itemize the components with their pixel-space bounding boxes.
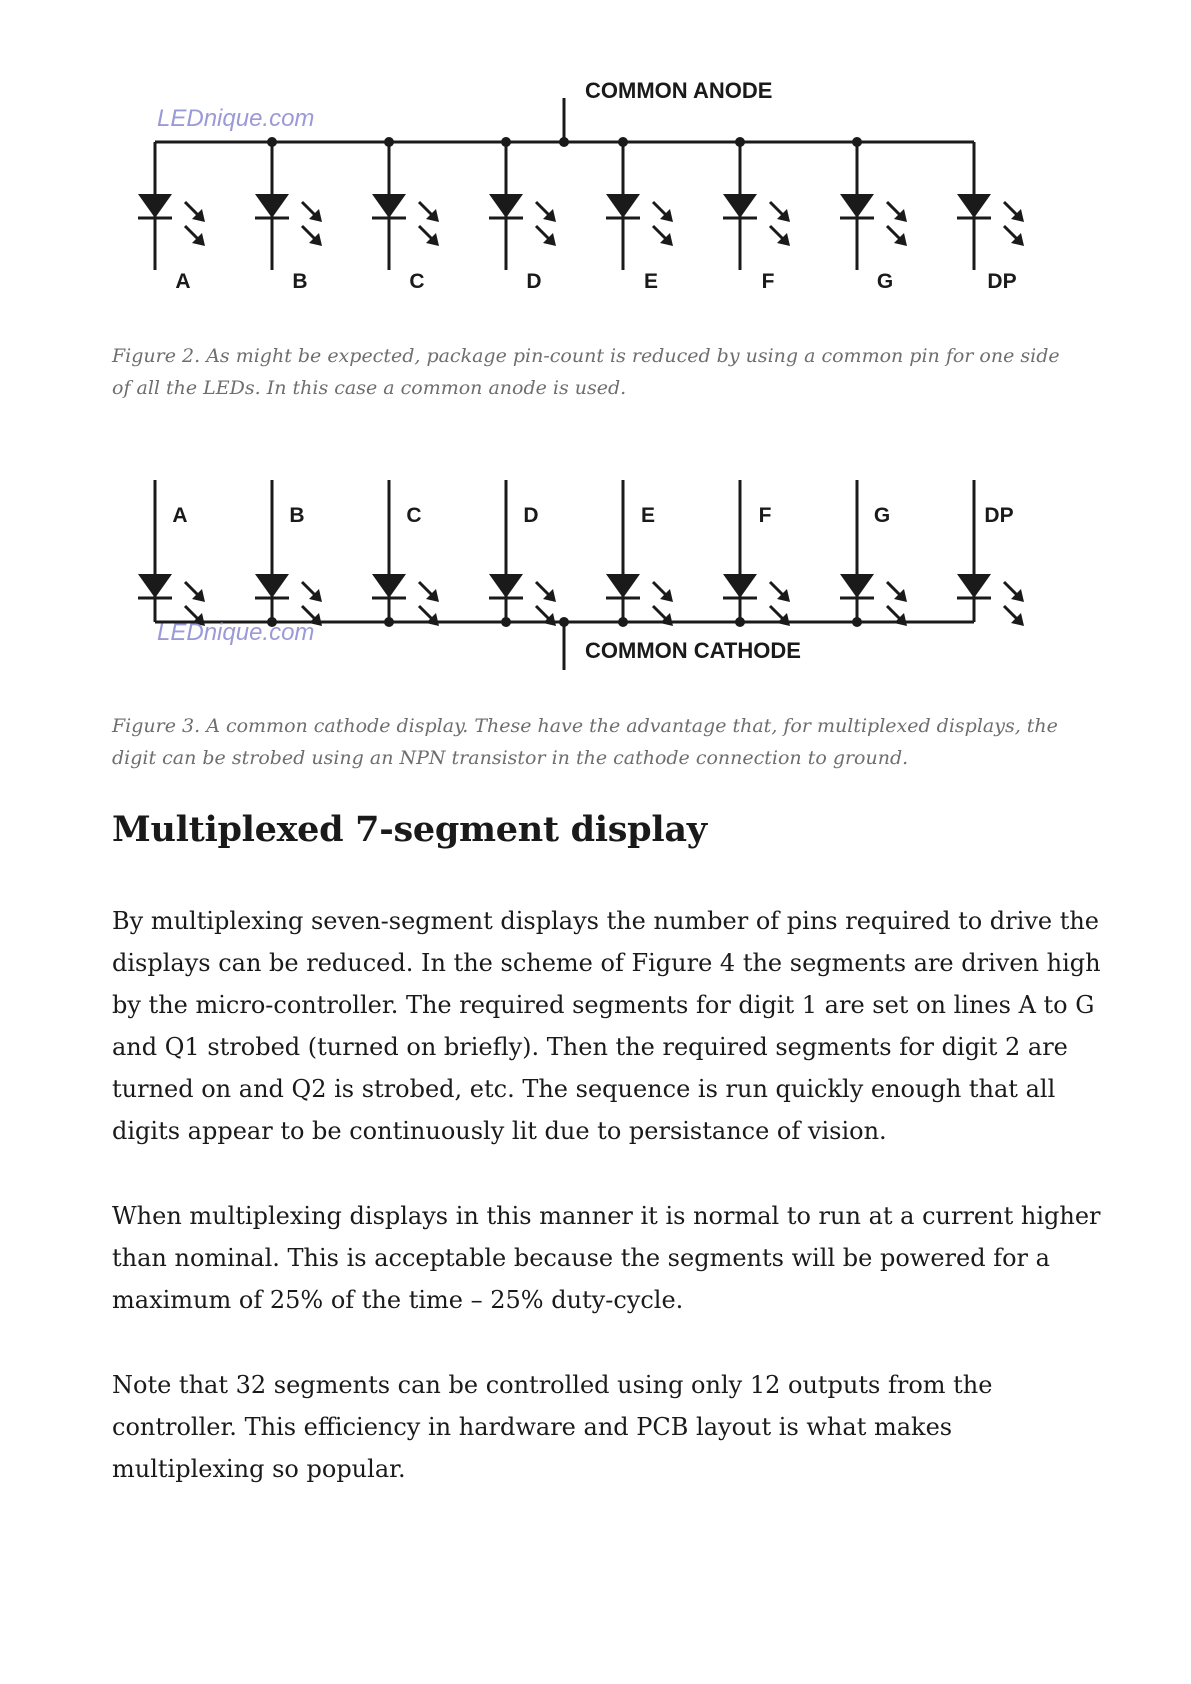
led-e <box>606 480 673 627</box>
light-arrow-shaft <box>1004 606 1018 620</box>
light-arrow-shaft <box>770 582 784 596</box>
bus-junction <box>618 137 628 147</box>
light-arrow-shaft <box>1004 226 1018 240</box>
led-dp <box>957 142 1024 293</box>
segment-label: G <box>873 504 891 527</box>
light-arrow-shaft <box>770 202 784 216</box>
light-arrow-shaft <box>536 582 550 596</box>
light-arrow-shaft <box>536 226 550 240</box>
segment-label: DP <box>984 504 1014 527</box>
led-f <box>723 480 790 627</box>
segment-label: F <box>761 270 775 293</box>
light-arrow-shaft <box>419 226 433 240</box>
watermark-logo: LEDnique.com <box>157 619 315 646</box>
segment-label: A <box>175 270 191 293</box>
light-arrow-shaft <box>1004 202 1018 216</box>
led-f <box>723 137 790 293</box>
led-a <box>138 480 205 626</box>
segment-label: C <box>406 504 422 527</box>
bus-junction <box>618 617 628 627</box>
figure-2-caption: Figure 2. As might be expected, package pin-count is reduced by using a common pin for one side of all the LEDs. In this case a common anode is used. <box>112 345 1060 399</box>
segment-label: E <box>643 270 659 293</box>
diode-triangle <box>840 574 874 598</box>
led-g <box>840 137 907 293</box>
diode-triangle <box>723 574 757 598</box>
bus-junction <box>501 617 511 627</box>
watermark-logo: LEDnique.com <box>157 105 315 132</box>
diode-triangle <box>138 574 172 598</box>
figure-common-cathode <box>130 460 1050 700</box>
bus-junction <box>852 617 862 627</box>
segment-label: DP <box>987 270 1017 293</box>
bus-junction <box>735 617 745 627</box>
diode-triangle <box>957 574 991 598</box>
bus-junction <box>501 137 511 147</box>
diode-triangle <box>606 194 640 218</box>
segment-label: E <box>640 504 656 527</box>
light-arrow-shaft <box>185 202 199 216</box>
bus-junction <box>735 137 745 147</box>
segment-label: D <box>526 270 542 293</box>
light-arrow-shaft <box>887 606 901 620</box>
bus-junction <box>852 137 862 147</box>
light-arrow-shaft <box>653 226 667 240</box>
light-arrow-shaft <box>887 582 901 596</box>
light-arrow-shaft <box>302 226 316 240</box>
diode-triangle <box>840 194 874 218</box>
light-arrow-shaft <box>536 202 550 216</box>
bus-junction <box>267 137 277 147</box>
common-anode-diagram <box>130 80 1050 320</box>
common-label: COMMON CATHODE <box>585 638 801 663</box>
light-arrow-shaft <box>536 606 550 620</box>
light-arrow-shaft <box>887 226 901 240</box>
figure-3-caption: Figure 3. A common cathode display. These have the advantage that, for multiplexed displays, the digit can be strobed using an NPN transistor in the cathode connection to ground. <box>112 715 1058 769</box>
diode-triangle <box>489 574 523 598</box>
diode-triangle <box>489 194 523 218</box>
light-arrow-shaft <box>185 226 199 240</box>
paragraph-duty-cycle: When multiplexing displays in this manner it is normal to run at a current higher than nominal. This is acceptable because the segments will be powered for a maximum of 25% of the time – 25% duty-cycle. <box>112 1202 1101 1314</box>
led-dp <box>957 480 1024 626</box>
segment-label: F <box>758 504 772 527</box>
light-arrow-shaft <box>419 202 433 216</box>
light-arrow-shaft <box>770 606 784 620</box>
light-arrow-shaft <box>302 202 316 216</box>
light-arrow-shaft <box>653 202 667 216</box>
led-d <box>489 137 556 293</box>
bus-junction <box>384 617 394 627</box>
led-c <box>372 480 439 627</box>
led-b <box>255 137 322 293</box>
paragraph-multiplexing: By multiplexing seven-segment displays the number of pins required to drive the displays can be reduced. In the scheme of Figure 4 the segments are driven high by the micro-controller. The required segments for digit 1 are set on lines A to G and Q1 strobed (turned on briefly). Then the required segments for digit 2 are turned on and Q2 is strobed, etc. The sequence is run quickly enough that all digits appear to be continuously lit due to persistance of vision. <box>112 907 1101 1145</box>
led-c <box>372 137 439 293</box>
segment-label: D <box>523 504 539 527</box>
light-arrow-shaft <box>653 582 667 596</box>
segment-label: G <box>876 270 894 293</box>
light-arrow-shaft <box>419 582 433 596</box>
light-arrow-shaft <box>1004 582 1018 596</box>
light-arrow-shaft <box>887 202 901 216</box>
diode-triangle <box>255 194 289 218</box>
diode-triangle <box>957 194 991 218</box>
common-pin-junction <box>559 617 569 627</box>
led-b <box>255 480 322 627</box>
segment-label: B <box>289 504 305 527</box>
paragraph-efficiency: Note that 32 segments can be controlled using only 12 outputs from the controller. This efficiency in hardware and PCB layout is what makes multiplexing so popular. <box>112 1371 993 1483</box>
segment-label: C <box>409 270 425 293</box>
common-cathode-diagram <box>130 460 1050 700</box>
common-label: COMMON ANODE <box>585 80 773 103</box>
light-arrow-shaft <box>302 606 316 620</box>
diode-triangle <box>723 194 757 218</box>
segment-label: B <box>292 270 308 293</box>
diode-triangle <box>372 194 406 218</box>
light-arrow-shaft <box>302 582 316 596</box>
led-g <box>840 480 907 627</box>
led-d <box>489 480 556 627</box>
led-a <box>138 142 205 293</box>
light-arrow-shaft <box>185 582 199 596</box>
light-arrow-shaft <box>653 606 667 620</box>
light-arrow-shaft <box>770 226 784 240</box>
diode-triangle <box>255 574 289 598</box>
segment-label: A <box>172 504 188 527</box>
bus-junction <box>384 137 394 147</box>
diode-triangle <box>372 574 406 598</box>
figure-common-anode <box>130 80 1050 320</box>
diode-triangle <box>138 194 172 218</box>
light-arrow-shaft <box>185 606 199 620</box>
light-arrow-shaft <box>419 606 433 620</box>
common-pin-junction <box>559 137 569 147</box>
section-heading: Multiplexed 7-segment display <box>112 809 707 850</box>
led-e <box>606 137 673 293</box>
diode-triangle <box>606 574 640 598</box>
